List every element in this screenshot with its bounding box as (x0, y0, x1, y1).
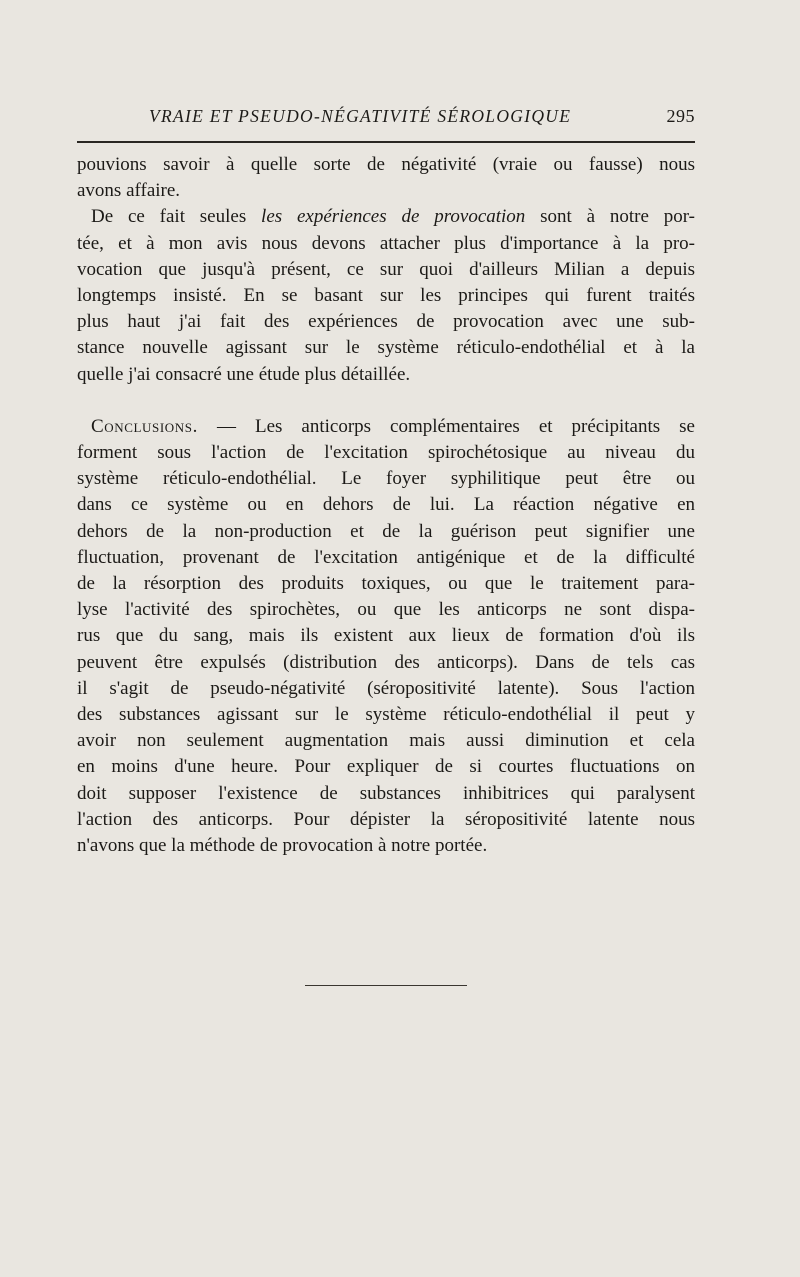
text-line: des substances agissant sur le système réticulo-endothélial il peut y (77, 704, 695, 726)
text-line: avoir non seulement augmentation mais aussi diminution et cela (77, 730, 695, 752)
text-line: dans ce système ou en dehors de lui. La réaction négative en (77, 494, 695, 516)
page-number: 295 (666, 106, 695, 126)
body-text (77, 152, 695, 859)
text-line (77, 414, 695, 440)
header-rule (77, 141, 695, 143)
text-segment: — Les anticorps complémentaires et précipitants se (197, 415, 695, 437)
end-rule (305, 985, 467, 986)
text-line: tée, et à mon avis nous devons attacher plus d'importance à la pro- (77, 232, 695, 254)
paragraph-gap (77, 388, 695, 414)
text-line: doit supposer l'existence de substances inhibitrices qui paralysent (77, 782, 695, 804)
text-line: vocation que jusqu'à présent, ce sur quoi d'ailleurs Milian a depuis (77, 258, 695, 280)
text-line: plus haut j'ai fait des expériences de provocation avec une sub- (77, 311, 695, 333)
text-line: système réticulo-endothélial. Le foyer syphilitique peut être ou (77, 468, 695, 490)
text-line: il s'agit de pseudo-négativité (séropositivité latente). Sous l'action (77, 677, 695, 699)
paragraph-conclusions (77, 414, 695, 859)
text-line: lyse l'activité des spirochètes, ou que les anticorps ne sont dispa- (77, 599, 695, 621)
running-title: VRAIE ET PSEUDO-NÉGATIVITÉ SÉROLOGIQUE (149, 106, 572, 126)
emphasis-text: les expériences de provocation (261, 206, 526, 228)
text-line: l'action des anticorps. Pour dépister la séropositivité latente nous (77, 808, 695, 830)
text-line: en moins d'une heure. Pour expliquer de si courtes fluctuations on (77, 756, 695, 778)
paragraph-provocation (77, 204, 695, 387)
text-line: rus que du sang, mais ils existent aux lieux de formation d'où ils (77, 625, 695, 647)
conclusions-heading: Conclusions. (91, 415, 198, 437)
text-line: dehors de la non-production et de la guérison peut signifier une (77, 520, 695, 542)
text-line: peuvent être expulsés (distribution des anticorps). Dans de tels cas (77, 651, 695, 673)
paragraph-continuation (77, 152, 695, 204)
text-line (77, 204, 695, 230)
running-header (77, 106, 695, 132)
text-segment: De ce fait seules (91, 206, 262, 228)
text-line: fluctuation, provenant de l'excitation antigénique et de la difficulté (77, 546, 695, 568)
text-line: avons affaire. (77, 180, 181, 202)
text-line: pouvions savoir à quelle sorte de négativité (vraie ou fausse) nous (77, 154, 695, 175)
text-segment: sont à notre por- (525, 206, 695, 228)
text-line: n'avons que la méthode de provocation à notre portée. (77, 835, 488, 857)
text-line: stance nouvelle agissant sur le système réticulo-endothélial et à la (77, 337, 695, 359)
text-line: quelle j'ai consacré une étude plus détaillée. (77, 363, 411, 385)
text-line: de la résorption des produits toxiques, ou que le traitement para- (77, 573, 695, 595)
text-line: longtemps insisté. En se basant sur les principes qui furent traités (77, 285, 695, 307)
text-line: forment sous l'action de l'excitation spirochétosique au niveau du (77, 442, 695, 464)
